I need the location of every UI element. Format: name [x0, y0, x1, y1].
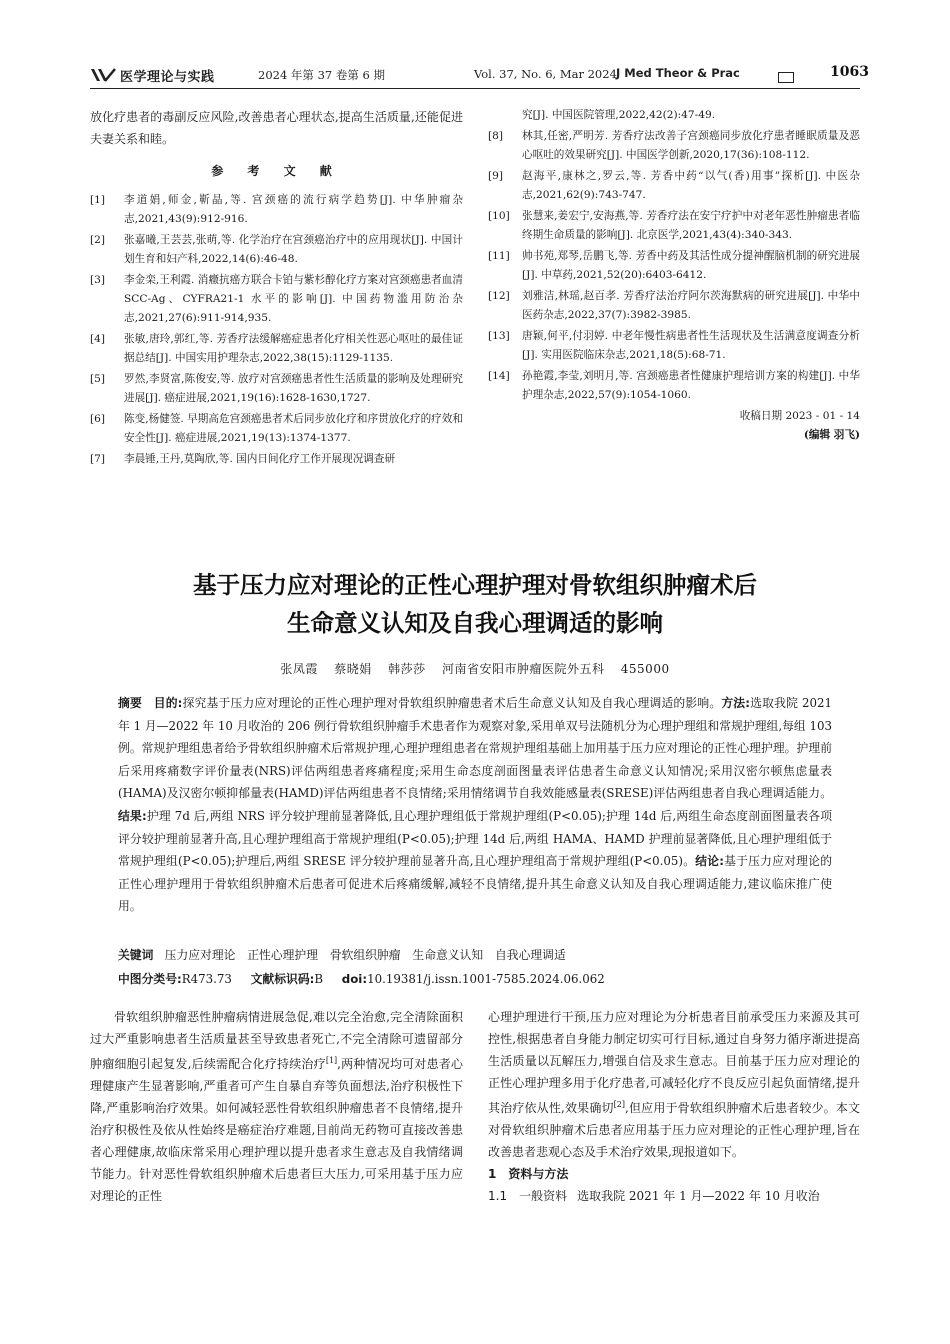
body-paragraph-1: 骨软组织肿瘤恶性肿瘤病情进展急促,难以完全治愈,完全清除面积过大严重影响患者生活质量甚至导致患者死亡,不完全清除可遗留部分肿瘤细胞引起复发,后续需配合化疗持续治疗[1],两种情况均可对患者心理健康产生显著影响,严重者可产生自暴自弃等负面想法,治疗积极性下降,严重影响治疗效果。如何减轻恶性骨软组织肿瘤患者不良情绪,提升治疗积极性及依从性始终是癌症治疗难题,目前尚无药物可直接改善患者心理健康,故临床常采用心理护理以提升患者求生意志及自我情绪调节能力。针对恶性骨软组织肿瘤术后患者巨大压力,可采用基于压力应对理论的正性: [90, 1010, 463, 1203]
author-3: 韩莎莎: [388, 662, 426, 676]
clc-value: R473.73: [181, 972, 232, 986]
author-2: 蔡晓娟: [334, 662, 372, 676]
conclusion-text: 基于压力应对理论的正性心理护理用于骨软组织肿瘤术后患者可促进术后疼痛缓解,减轻不良情绪,提升其生命意义认知及自我心理调适能力,建议临床推广使用。: [118, 854, 832, 914]
reference-item: [8] 林其,任密,严明芳. 芳香疗法改善子宫颈癌同步放化疗患者睡眠质量及恶心呕吐的效果研究[J]. 中国医学创新,2020,17(36):108-112.: [488, 130, 860, 161]
journal-name-cn: 医学理论与实践: [120, 70, 215, 85]
doi-value: 10.19381/j.issn.1001-7585.2024.06.062: [367, 972, 605, 986]
result-label: 结果:: [118, 808, 147, 823]
title-line-2: 生命意义认知及自我心理调适的影响: [287, 609, 663, 637]
reference-item: [10] 张慧来,姜宏宁,安海燕,等. 芳香疗法在安宁疗护中对老年恶性肿瘤患者临终期生命质量的影响[J]. 北京医学,2021,43(4):340-343.: [488, 210, 860, 241]
article-title: [60, 566, 890, 642]
prev-article-ending: 放化疗患者的毒副反应风险,改善患者心理状态,提高生活质量,还能促进夫妻关系和睦。: [90, 110, 463, 146]
section-heading: 1 资料与方法: [488, 1167, 569, 1181]
conclusion-label: 结论:: [695, 854, 724, 869]
author-line: [60, 660, 890, 677]
method-text: 选取我院 2021 年 1 月—2022 年 10 月收治的 206 例行骨软组织肿瘤手术患者作为观察对象,采用单双号法随机分为心理护理组和常规护理组,每组 103 例。常规护理组患者给予骨软组织肿瘤术后常规护理,心理护理组患者在常规护理组基础上加用基于压力应对理论的正性心理护理。护理前后采用疼痛数字评价量表(NRS)评估两组患者疼痛程度;采用生命态度剖面图量表评估患者生命意义认知情况;采用汉密尔顿焦虑量表(HAMA)及汉密尔顿抑郁量表(HAMD)评估两组患者不良情绪;采用情绪调节自我效能感量表(SRESE)评估两组患者自我心理调适能力。: [118, 696, 833, 801]
reference-item: [3] 李金栾,王利霞. 消癥抗癌方联合卡铂与紫杉醇化疗方案对宫颈癌患者血清 SCC-Ag、CYFRA21-1 水平的影响[J]. 中国药物滥用防治杂志,2021,27(6):911-914,935.: [90, 274, 463, 324]
aim-label: 目的:: [153, 696, 183, 710]
subsection-1-1: [488, 1185, 860, 1207]
reference-item-continued: 究[J]. 中国医院管理,2022,42(2):47-49.: [522, 109, 716, 121]
reference-item: [6] 陈变,杨健签. 早期高危宫颈癌患者术后同步放化疗和序贯放化疗的疗效和安全性[J]. 癌症进展,2021,19(13):1374-1377.: [90, 413, 463, 444]
editor-note: (编辑 羽飞): [803, 429, 860, 441]
title-line-1: 基于压力应对理论的正性心理护理对骨软组织肿瘤术后: [193, 571, 757, 599]
author-1: 张凤霞: [280, 662, 318, 676]
citation-2: [2]: [613, 1100, 625, 1109]
reference-item: [7] 李晨锤,王丹,莫陶欣,等. 国内日间化疗工作开展现况调查研: [90, 453, 396, 465]
subsection-label: 1.1 一般资料: [488, 1189, 568, 1203]
body-left-column: [90, 1006, 463, 1207]
issue-cn: 2024 年第 37 卷第 6 期: [258, 68, 385, 82]
aim-text: 探究基于压力应对理论的正性心理护理对骨软组织肿瘤患者术后生命意义认知及自我心理调适的影响。: [182, 696, 722, 710]
header-box-icon: [778, 72, 794, 83]
reference-item: [13] 唐颖,何平,付羽婷. 中老年慢性病患者性生活现状及生活满意度调查分析[J]. 实用医院临床杂志,2021,18(5):68-71.: [488, 330, 860, 361]
abstract: [118, 692, 832, 918]
doc-code-label: 文献标识码:: [250, 972, 315, 986]
reference-item: [11] 帅书苑,郑琴,岳鹏飞,等. 芳香中药及其活性成分提神醒脑机制的研究进展[J]. 中草药,2021,52(20):6403-6412.: [488, 250, 860, 281]
keywords-line: [118, 946, 832, 963]
postcode: 455000: [620, 662, 670, 676]
doi-label: doi:: [341, 972, 368, 986]
reference-item: [4] 张敏,唐玲,郭红,等. 芳香疗法缓解癌症患者化疗相关性恶心呕吐的最佳证据总结[J]. 中国实用护理杂志,2022,38(15):1129-1135.: [90, 333, 463, 364]
page-header: [90, 64, 869, 89]
reference-item: [9] 赵海平,康林之,罗云,等. 芳香中药“以气(香)用事”探析[J]. 中医杂志,2021,62(9):743-747.: [488, 170, 860, 201]
reference-item: [1] 李道娟,师金,靳晶,等. 宫颈癌的流行病学趋势[J]. 中华肿瘤杂志,2021,43(9):912-916.: [90, 194, 463, 225]
subsection-text: 选取我院 2021 年 1 月—2022 年 10 月收治: [577, 1189, 820, 1203]
reference-item: [12] 刘雅洁,林瑶,赵百孝. 芳香疗法治疗阿尔茨海默病的研究进展[J]. 中华中医药杂志,2022,37(7):3982-3985.: [488, 290, 860, 321]
reference-item: [5] 罗然,李贤富,陈俊安,等. 放疗对宫颈癌患者性生活质量的影响及处理研究进展[J]. 癌症进展,2021,19(16):1628-1630,1727.: [90, 373, 463, 404]
top-left-column: [90, 106, 463, 471]
result-text: 护理 7d 后,两组 NRS 评分较护理前显著降低,且心理护理组低于常规护理组(P<0.05);护理 14d 后,两组生命态度剖面图量表各项评分较护理前显著升高,且心理护理组高于常规护理组(P<0.05);护理 14d 后,两组 HAMA、HAMD 护理前显著降低,且心理护理组低于常规护理组(P<0.05);护理后,两组 SRESE 评分较护理前显著升高,且心理护理组高于常规护理组(P<0.05)。: [118, 808, 832, 869]
received-date: 收稿日期 2023 - 01 - 14: [739, 410, 860, 422]
affiliation: 河南省安阳市肿瘤医院外五科: [441, 662, 605, 676]
citation-1: [1]: [325, 1056, 338, 1065]
reference-item: [2] 张嘉曦,王芸芸,张萌,等. 化学治疗在宫颈癌治疗中的应用现状[J]. 中国计划生育和妇产科,2022,14(6):46-48.: [90, 234, 463, 265]
keywords-text: 压力应对理论 正性心理护理 骨软组织肿瘤 生命意义认知 自我心理调适: [164, 948, 566, 962]
references-list-left: [90, 191, 463, 469]
doc-code-value: B: [314, 972, 323, 986]
references-heading: 参 考 文 献: [211, 164, 342, 178]
journal-name-en: J Med Theor & Prac: [616, 66, 740, 80]
top-right-column: [488, 106, 860, 445]
issue-en: Vol. 37, No. 6, Mar 2024: [474, 67, 617, 81]
keywords-label: 关键词: [118, 948, 154, 962]
reference-item: [14] 孙艳霞,李莹,刘明月,等. 宫颈癌患者性健康护理培训方案的构建[J]. 中华护理杂志,2022,57(9):1054-1060.: [488, 370, 860, 401]
abstract-label: 摘要: [118, 696, 142, 710]
page-number: 1063: [830, 64, 869, 80]
body-paragraph-2: 心理护理进行干预,压力应对理论为分析患者目前承受压力来源及其可控性,根据患者自身能力制定切实可行目标,通过自身努力循序渐进提高生活质量以瓦解压力,增强自信及求生意志。目前基于压力应对理论的正性心理护理多用于化疗患者,可减轻化疗不良反应引起负面情绪,提升其治疗依从性,效果确切[2],但应用于骨软组织肿瘤术后患者较少。本文对骨软组织肿瘤术后患者应用基于压力应对理论的正性心理护理,旨在改善患者悲观心态及手术治疗效果,现报道如下。: [488, 1010, 860, 1159]
clc-label: 中图分类号:: [118, 972, 182, 986]
classification-line: [118, 970, 832, 987]
method-label: 方法:: [721, 696, 750, 710]
journal-logo-icon: [90, 66, 116, 84]
body-right-column: [488, 1006, 860, 1207]
